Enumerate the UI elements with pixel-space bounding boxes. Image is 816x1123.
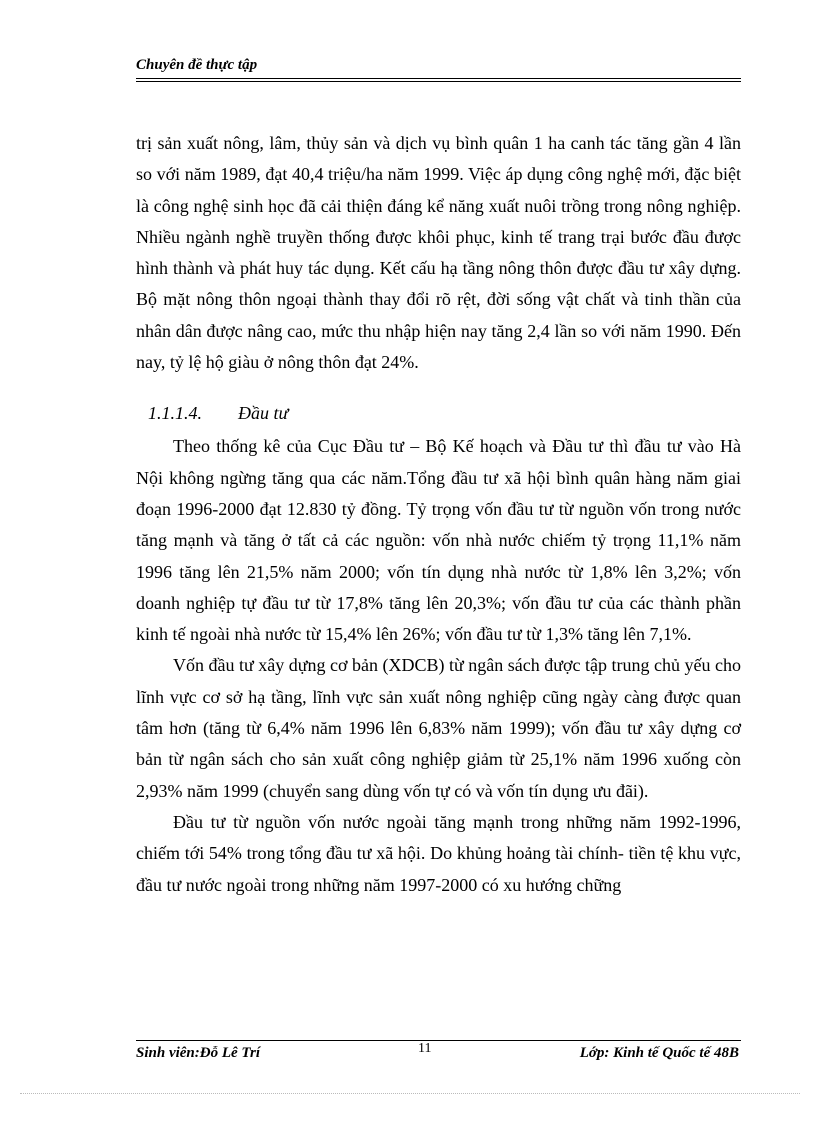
page-bottom-divider [20,1093,800,1094]
section-heading [136,398,741,428]
section-title: Đầu tư [238,403,289,424]
header-rule [136,78,741,82]
paragraph-1: trị sản xuất nông, lâm, thủy sản và dịch vụ bình quân 1 ha canh tác tăng gần 4 lần so với năm 1989, đạt 40,4 triệu/ha năm 1999. Việc áp dụng công nghệ mới, đặc biệt là công nghệ sinh học đã cải thiện đáng kể năng xuất nuôi trồng trong nông nghiệp. Nhiều ngành nghề truyền thống được khôi phục, kinh tế trang trại bước đầu được hình thành và phát huy tác dụng. Kết cấu hạ tầng nông thôn được đầu tư xây dựng. Bộ mặt nông thôn ngoại thành thay đổi rõ rệt, đời sống vật chất và tinh thần của nhân dân được nâng cao, mức thu nhập hiện nay tăng 2,4 lần so với năm 1990. Đến nay, tỷ lệ hộ giàu ở nông thôn đạt 24%. [136,133,741,373]
paragraph-3: Vốn đầu tư xây dựng cơ bản (XDCB) từ ngân sách được tập trung chủ yếu cho lĩnh vực cơ sở hạ tầng, lĩnh vực sản xuất nông nghiệp cũng ngày càng được quan tâm hơn (tăng từ 6,4% năm 1996 lên 6,83% năm 1999); vốn đầu tư xây dựng cơ bản từ ngân sách cho sản xuất công nghiệp giảm từ 25,1% năm 1996 xuống còn 2,93% năm 1999 (chuyển sang dùng vốn tự có và vốn tín dụng ưu đãi). [136,655,741,801]
page-header [136,55,741,82]
paragraph-4: Đầu tư từ nguồn vốn nước ngoài tăng mạnh trong những năm 1992-1996, chiếm tới 54% trong tổng đầu tư xã hội. Do khủng hoảng tài chính- tiền tệ khu vực, đầu tư nước ngoài trong những năm 1997-2000 có xu hướng chững [136,811,741,895]
page-footer [136,1040,741,1063]
page-number: 11 [418,1041,432,1056]
footer-student: Sinh viên:Đỗ Lê Trí [136,1045,261,1061]
header-title: Chuyên đề thực tập [136,57,258,73]
paragraph-2: Theo thống kê của Cục Đầu tư – Bộ Kế hoạch và Đầu tư thì đầu tư vào Hà Nội không ngừng tăng qua các năm.Tổng đầu tư xã hội bình quân hàng năm giai đoạn 1996-2000 đạt 12.830 tỷ đồng. Tỷ trọng vốn đầu tư từ nguồn vốn trong nước tăng mạnh và tăng ở tất cả các nguồn: vốn nhà nước chiếm tỷ trọng 11,1% năm 1996 tăng lên 21,5% năm 2000; vốn tín dụng nhà nước từ 1,8% lên 3,2%; vốn doanh nghiệp tự đầu tư từ 17,8% tăng lên 20,3%; vốn đầu tư của các thành phần kinh tế ngoài nhà nước từ 15,4% lên 26%; vốn đầu tư từ 1,3% tăng lên 7,1%. [136,436,741,645]
footer-class: Lớp: Kinh tế Quốc tế 48B [579,1045,739,1061]
section-number: 1.1.1.4. [148,403,202,424]
document-body [136,128,741,901]
